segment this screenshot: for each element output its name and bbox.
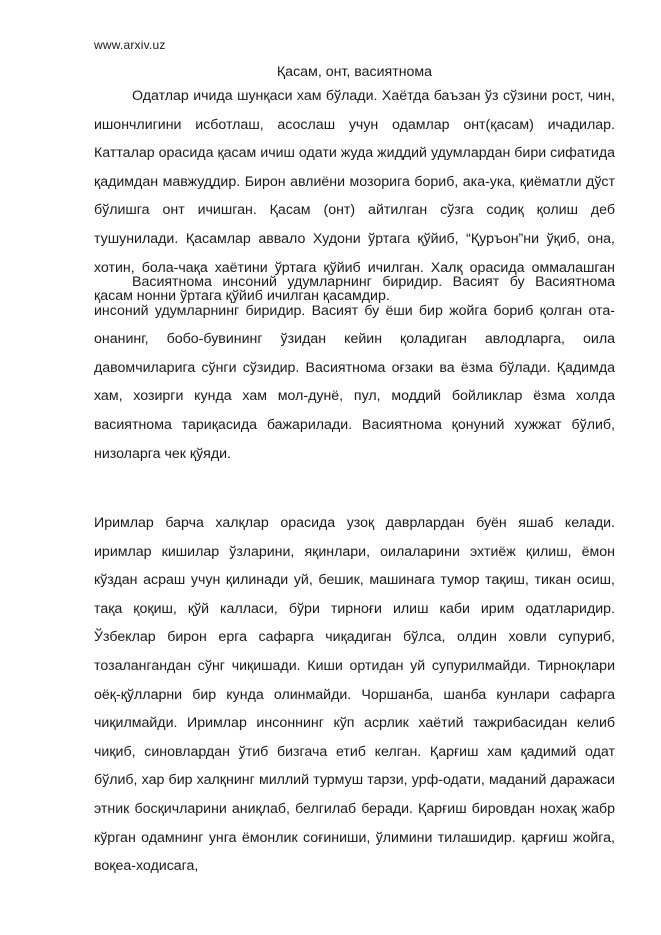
source-watermark: www.arxiv.uz: [94, 38, 166, 52]
paragraph-oath: Одатлар ичида шунқаси хам бўлади. Хаётда баъзан ўз сўзини рост, чин, ишончлигини исботлаш, асослаш учун одамлар онт(қасам) ичадилар. Катталар орасида қасам ичиш одати жуда жиддий удумлардан бири сифатида қадимдан мавжуддир. Бирон авлиёни мозорига бориб, ака-ука, қиёматли дўст бўлишга онт ичишган. Қасам (онт) айтилган сўзга содиқ қолиш деб тушунилади. Қасамлар аввало Худони ўртага қўйиб, “Қуръон”ни ўқиб, она, хотин, бола-чақа хаётини ўртага қўйиб ичилган. Халқ орасида оммалашган қасам нонни ўртага қўйиб ичилган қасамдир.: [94, 88, 615, 305]
page-title: Қасам, онт, васиятнома: [276, 64, 433, 80]
paragraph-testament: Васиятнома инсоний удумларнинг биридир. Васият бу Васиятнома инсоний удумларнинг биридир. Васият бу ёши бир жойга бориб қолган ота-онанинг, бобо-бувининг ўзидан кейин қоладиган авлодларга, оила давомчиларига сўнги сўзидир. Васиятнома оғзаки ва ёзма бўлади. Қадимда хам, хозирги кунда хам мол-дунё, пул, моддий бойликлар ёзма холда васиятнома тариқасида бажарилади. Васиятнома қонуний хужжат бўлиб, низоларга чек қўяди.: [94, 274, 615, 462]
paragraph-superstitions: Иримлар барча халқлар орасида узоқ даврлардан буён яшаб келади. иримлар кишилар ўзларини, яқинлари, оилаларини эхтиёж қилиш, ёмон кўздан асраш учун қилинади уй, бешик, машинага тумор тақиш, тикан осиш, тақа қоқиш, қўй калласи, бўри тирноғи илиш каби ирим одатларидир. Ўзбеклар бирон ерга сафарга чиқадиган бўлса, олдин ховли супуриб, тозалангандан сўнг чиқишади. Киши ортидан уй супурилмайди. Тирноқлари оёқ-қўлларни бир кунда олинмайди. Чоршанба, шанба кунлари сафарга чиқилмайди. Иримлар инсоннинг кўп асрлик хаётий тажрибасидан келиб чиқиб, синовлардан ўтиб бизгача етиб келган. Қарғиш хам қадимий одат бўлиб, хар бир халқнинг миллий турмуш тарзи, урф-одати, маданий даражаси этник босқичларини аниқлаб, белгилаб беради. Қарғиш бировдан нохақ жабр кўрган одамнинг унга ёмонлик соғиниши, ўлимини тилашидир. қарғиш жойга, воқеа-ходисага,: [94, 515, 615, 875]
